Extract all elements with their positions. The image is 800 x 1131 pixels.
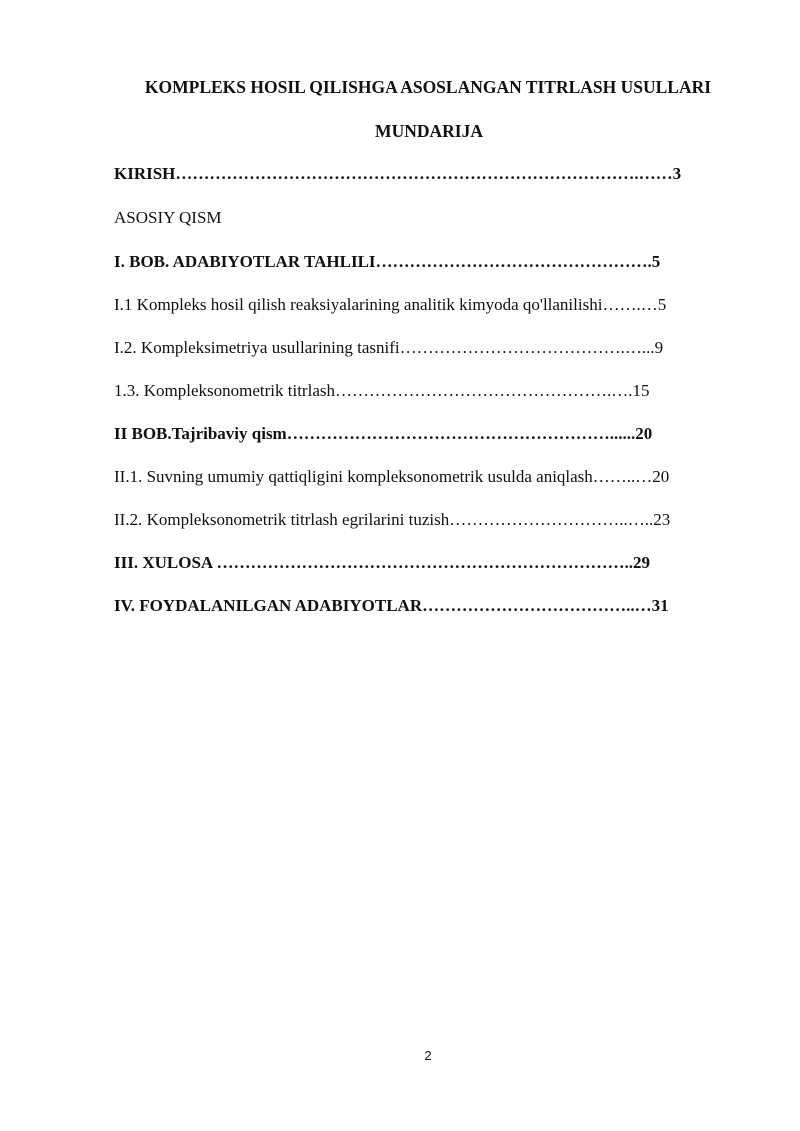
toc-entry-1-1: I.1 Kompleks hosil qilish reaksiyalarining analitik kimyoda qo'llanilishi…….…5 [114, 295, 667, 314]
toc-entry-1-3: 1.3. Kompleksonometrik titrlash………………………………………….….15 [114, 381, 650, 400]
toc-entry-xulosa: III. XULOSA ………………………………………………………………..29 [114, 553, 651, 572]
toc-entry-adabiyotlar: IV. FOYDALANILGAN ADABIYOTLAR………………………………..…31 [114, 596, 669, 615]
toc-entry-asosiy-qism: ASOSIY QISM [114, 208, 222, 227]
toc-heading: MUNDARIJA [375, 121, 483, 141]
document-title: KOMPLEKS HOSIL QILISHGA ASOSLANGAN TITRLASH USULLARI [144, 77, 712, 97]
toc-entry-1-2: I.2. Kompleksimetriya usullarining tasnifi………………………………….…...9 [114, 338, 664, 357]
toc-entry-2-1: II.1. Suvning umumiy qattiqligini kompleksonometrik usulda aniqlash……..…20 [114, 467, 670, 486]
toc-entry-2-2: II.2. Kompleksonometrik titrlash egrilarini tuzish…………………………..…..23 [114, 510, 671, 529]
toc-entry-bob-1: I. BOB. ADABIYOTLAR TAHLILI………………………………………….5 [114, 252, 661, 271]
page-number: 2 [424, 1048, 432, 1063]
toc-entry-bob-2: II BOB.Tajribaviy qism…………………………………………………......20 [114, 424, 653, 443]
toc-entry-kirish: KIRISH……………………………………………………………………….……3 [114, 164, 682, 183]
